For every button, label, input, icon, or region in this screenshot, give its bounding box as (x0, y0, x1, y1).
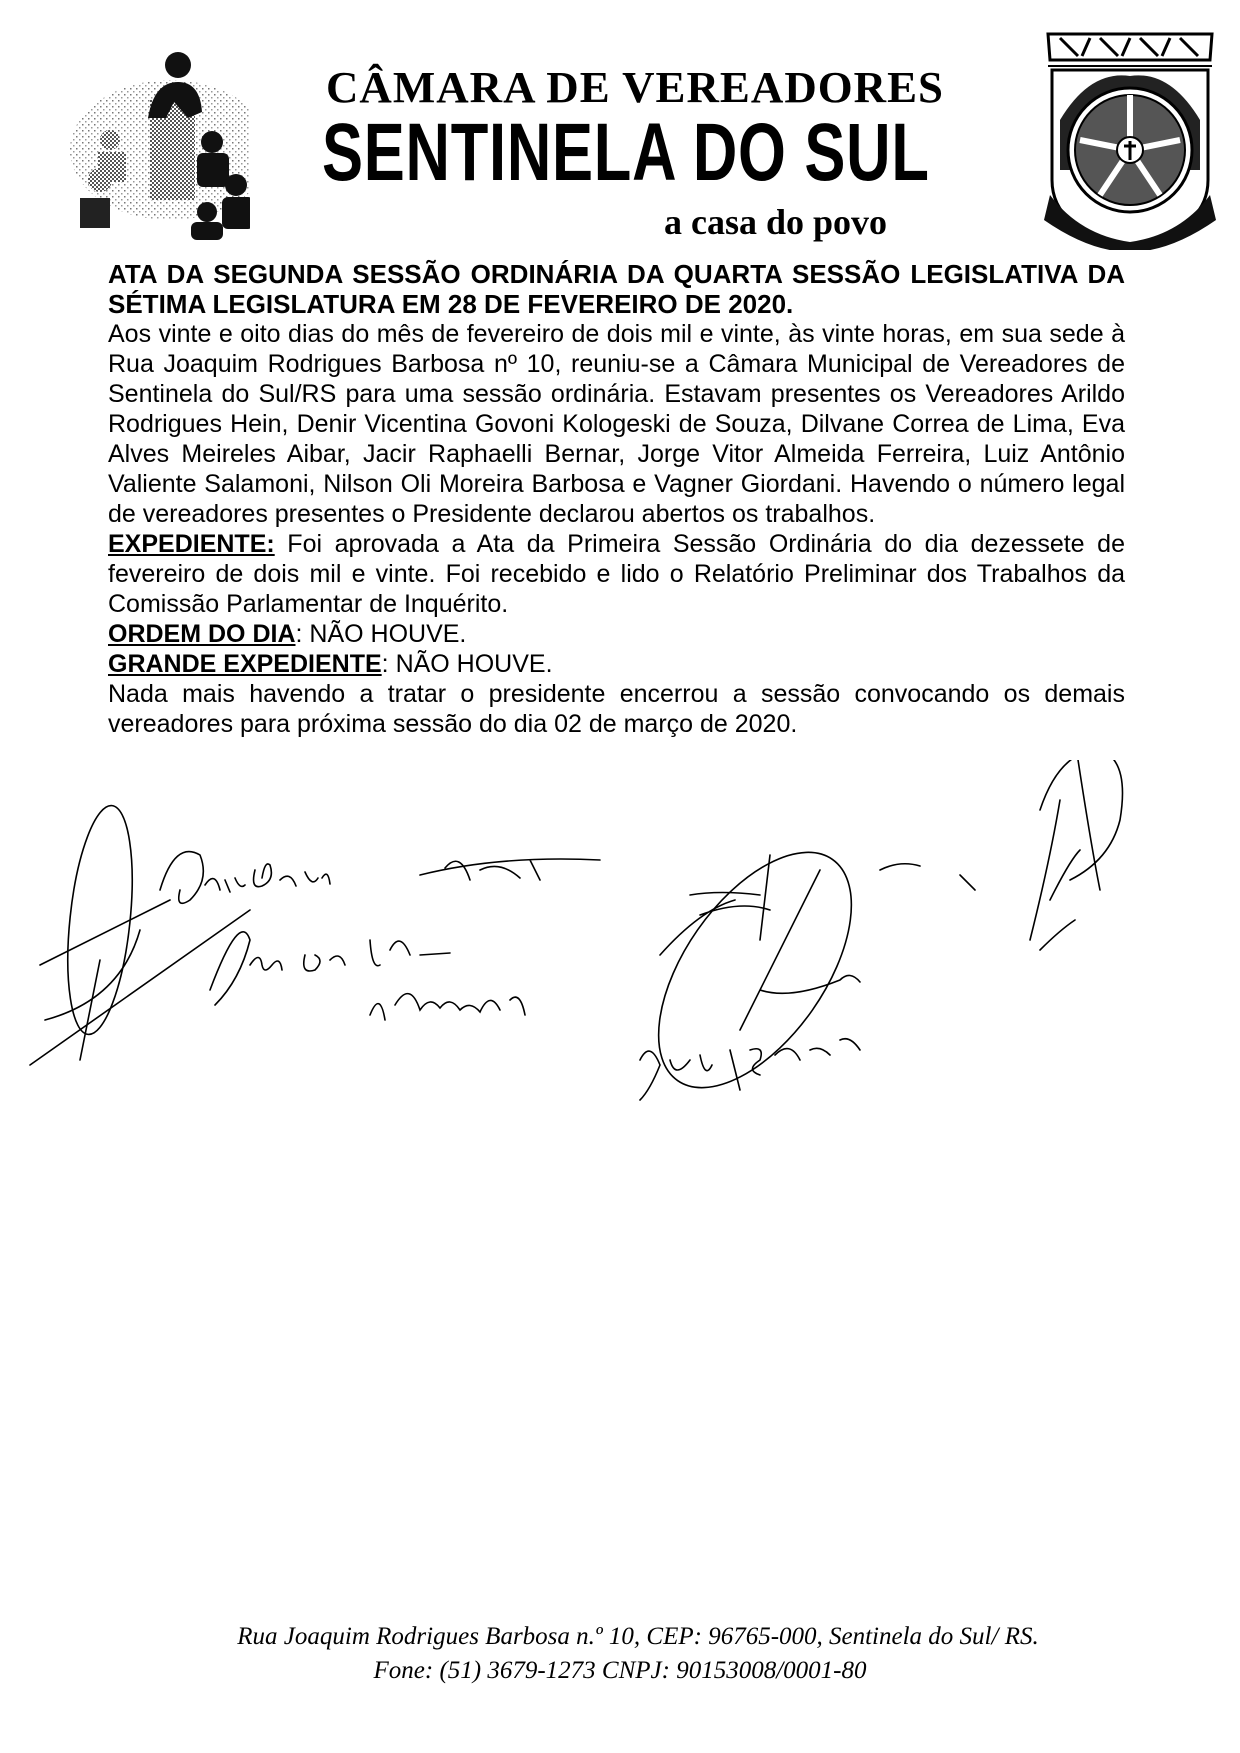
footer-contact: Fone: (51) 3679-1273 CNPJ: 90153008/0001-80 (373, 1657, 867, 1684)
signature-1 (30, 802, 250, 1065)
grande-expediente-text: : NÃO HOUVE. (381, 650, 553, 678)
signature-jorge (620, 819, 975, 1120)
footer-address: Rua Joaquim Rodrigues Barbosa n.º 10, CEP: 96765-000, Sentinela do Sul/ RS. (237, 1623, 1039, 1650)
signature-strike (420, 859, 600, 880)
grande-expediente-label: GRANDE EXPEDIENTE (108, 650, 382, 678)
coat-of-arms-emblem (1040, 30, 1220, 250)
minutes-title: ATA DA SEGUNDA SESSÃO ORDINÁRIA DA QUARTA SESSÃO LEGISLATIVA DA SÉTIMA LEGISLATURA EM 28 DE FEVEREIRO DE 2020. (108, 259, 1125, 319)
signature-eva (370, 994, 525, 1020)
minutes-document (108, 259, 1125, 739)
opening-paragraph: Aos vinte e oito dias do mês de fevereiro de dois mil e vinte, às vinte horas, em sua sede à Rua Joaquim Rodrigues Barbosa nº 10, reuniu-se a Câmara Municipal de Vereadores de Sentinela do Sul/RS para uma sessão ordinária. Estavam presentes os Vereadores Arildo Rodrigues Hein, Denir Vicentina Govoni Kologeski de Souza, Dilvane Correa de Lima, Eva Alves Meireles Aibar, Jacir Raphaelli Bernar, Jorge Vitor Almeida Ferreira, Luiz Antônio Valiente Salamoni, Nilson Oli Moreira Barbosa e Vagner Giordani. Havendo o número legal de vereadores presentes o Presidente declarou abertos os trabalhos. (108, 320, 1125, 528)
org-name-line2: SENTINELA DO SUL (322, 107, 930, 198)
people-meeting-logo (70, 40, 250, 240)
grande-expediente-section (108, 649, 1125, 679)
closing-paragraph: Nada mais havendo a tratar o presidente encerrou a sessão convocando os demais vereadores para próxima sessão do dia 02 de março de 2020. (108, 680, 1125, 738)
handwritten-signatures (0, 760, 1240, 1180)
letterhead-footer (0, 1620, 1240, 1688)
expediente-text: Foi aprovada a Ata da Primeira Sessão Ordinária do dia dezessete de fevereiro de dois mil e vinte. Foi recebido e lido o Relatório Preliminar dos Trabalhos da Comissão Parlamentar de Inquérito. (108, 530, 1125, 618)
ordem-do-dia-section (108, 619, 1125, 649)
ordem-do-dia-label: ORDEM DO DIA (108, 620, 296, 648)
signature-dilvane (210, 932, 450, 1005)
expediente-label: EXPEDIENTE: (108, 530, 275, 558)
signature-denir-souza (160, 852, 330, 904)
ordem-do-dia-text: : NÃO HOUVE. (295, 620, 467, 648)
expediente-section (108, 529, 1125, 619)
org-slogan: a casa do povo (664, 202, 888, 242)
signature-jacir-bernar (640, 1039, 860, 1100)
signature-presidente (1030, 760, 1123, 950)
org-name-line1: CÂMARA DE VEREADORES (326, 63, 945, 112)
